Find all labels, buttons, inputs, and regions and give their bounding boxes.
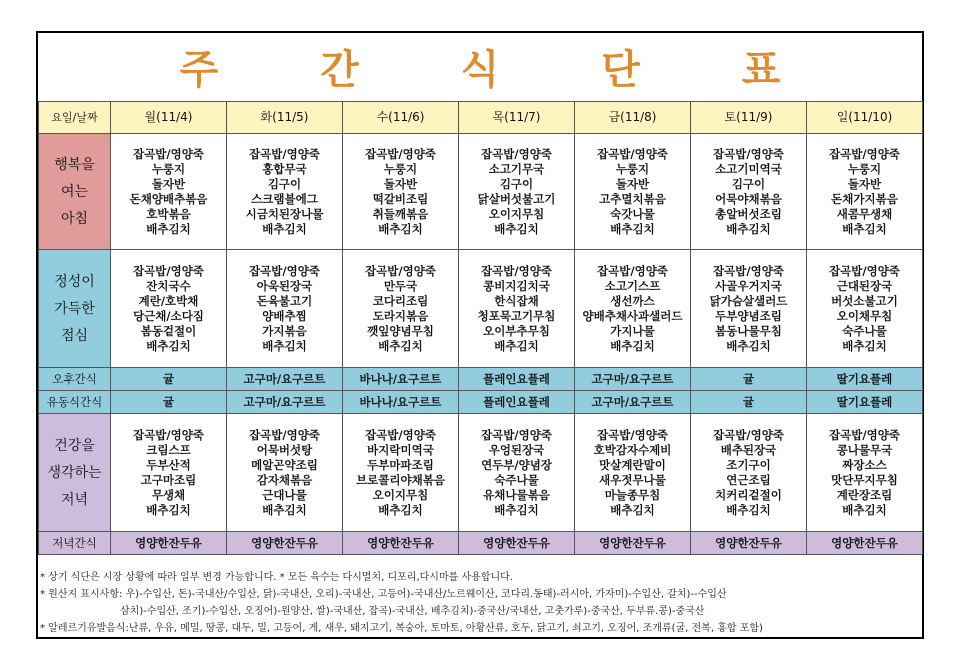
menu-item: 잡곡밥/영양죽 [829, 427, 900, 442]
menu-cell [575, 414, 691, 532]
menu-item: 근대나물 [262, 487, 307, 502]
menu-item: 떡갈비조림 [372, 191, 429, 206]
menu-item: 오이지무침 [488, 206, 545, 221]
menu-item: 오이지무침 [372, 487, 429, 502]
menu-item: 짜장소스 [842, 457, 887, 472]
menu-item: 배추김치 [378, 221, 423, 236]
menu-item: 잡곡밥/영양죽 [249, 427, 320, 442]
menu-item: 계란장조림 [836, 487, 893, 502]
menu-item: 오이채무침 [836, 308, 893, 323]
menu-item: 깻잎양념무침 [367, 323, 434, 338]
snack-cell: 플레인요플레 [459, 391, 575, 414]
menu-item: 돌자반 [383, 176, 418, 191]
menu-item: 두부마파조림 [367, 457, 434, 472]
day-header: 수(11/6) [343, 102, 459, 134]
header-row [39, 102, 923, 134]
menu-item: 잡곡밥/영양죽 [249, 146, 320, 161]
menu-item: 고구마조림 [140, 472, 197, 487]
menu-item: 시금치된장나물 [245, 206, 324, 221]
menu-item: 계란/호박채 [138, 293, 199, 308]
corner-label: 요일/날짜 [39, 102, 111, 134]
menu-cell [459, 134, 575, 250]
menu-item: 배추김치 [842, 502, 887, 517]
menu-item: 두부산적 [146, 457, 191, 472]
meal-label-line: 아침 [60, 210, 89, 227]
day-header: 화(11/5) [227, 102, 343, 134]
menu-item: 우엉된장국 [488, 442, 545, 457]
meal-label-line: 정성이 [54, 273, 95, 290]
meal-label-line: 저녁 [60, 491, 89, 508]
snack-cell: 고구마/요구르트 [575, 368, 691, 391]
snack-cell: 귤 [111, 391, 227, 414]
menu-item: 김구이 [267, 176, 302, 191]
menu-cell [227, 250, 343, 368]
menu-item: 새우젓무나물 [599, 472, 666, 487]
menu-item: 누룽지 [847, 161, 882, 176]
menu-item: 잡곡밥/영양죽 [481, 146, 552, 161]
evening-snack-row [39, 532, 923, 555]
menu-item: 누룽지 [615, 161, 650, 176]
menu-cell [227, 134, 343, 250]
menu-item: 맛단무지무침 [831, 472, 898, 487]
snack-cell: 귤 [111, 368, 227, 391]
menu-item: 근대된장국 [836, 278, 893, 293]
menu-item: 양배추채사과샐러드 [582, 308, 683, 323]
menu-item: 배추김치 [726, 338, 771, 353]
snack-label: 오후간식 [39, 368, 111, 391]
menu-item: 소고기무국 [488, 161, 545, 176]
menu-item: 고추멸치볶음 [599, 191, 666, 206]
menu-item: 잡곡밥/영양죽 [829, 263, 900, 278]
menu-item: 잡곡밥/영양죽 [133, 146, 204, 161]
snack-cell: 고구마/요구르트 [227, 391, 343, 414]
meal-label-line: 행복을 [54, 156, 95, 173]
menu-item: 사골우거지국 [715, 278, 782, 293]
menu-item: 닭살버섯불고기 [477, 191, 556, 206]
menu-item: 잡곡밥/영양죽 [365, 146, 436, 161]
menu-item: 가지나물 [610, 323, 655, 338]
menu-item: 조기구이 [726, 457, 771, 472]
menu-item: 호박볶음 [146, 206, 191, 221]
day-header: 금(11/8) [575, 102, 691, 134]
menu-item: 총알버섯조림 [715, 206, 782, 221]
menu-item: 콩비지김치국 [483, 278, 550, 293]
snack-cell: 바나나/요구르트 [343, 391, 459, 414]
meal-label-line: 가득한 [54, 300, 95, 317]
menu-item: 잡곡밥/영양죽 [365, 263, 436, 278]
menu-item: 잡곡밥/영양죽 [597, 263, 668, 278]
lunch-row [39, 250, 923, 368]
menu-item: 연근조림 [726, 472, 771, 487]
menu-item: 배추김치 [378, 338, 423, 353]
menu-item: 한식잡채 [494, 293, 539, 308]
menu-item: 크림스프 [146, 442, 191, 457]
snack-cell: 바나나/요구르트 [343, 368, 459, 391]
menu-item: 오이부추무침 [483, 323, 550, 338]
menu-cell [807, 414, 923, 532]
menu-item: 배추김치 [262, 502, 307, 517]
menu-item: 배추김치 [610, 221, 655, 236]
menu-item: 잡곡밥/영양죽 [481, 263, 552, 278]
snack-cell: 귤 [691, 368, 807, 391]
menu-item: 잡곡밥/영양죽 [133, 263, 204, 278]
menu-cell [691, 134, 807, 250]
menu-cell [343, 134, 459, 250]
menu-item: 잔치국수 [146, 278, 191, 293]
menu-item: 새콤무생채 [836, 206, 893, 221]
menu-item: 잡곡밥/영양죽 [249, 263, 320, 278]
menu-item: 치커리겉절이 [715, 487, 782, 502]
menu-item: 도라지볶음 [372, 308, 429, 323]
menu-item: 숙갓나물 [610, 206, 655, 221]
menu-item: 연두부/양념장 [481, 457, 552, 472]
menu-item: 맛살계란말이 [599, 457, 666, 472]
menu-item: 소고기스프 [604, 278, 661, 293]
weekly-menu-sheet [36, 31, 924, 639]
menu-item: 닭가슴살샐러드 [709, 293, 788, 308]
menu-item: 잡곡밥/영양죽 [829, 146, 900, 161]
menu-item: 유채나물볶음 [483, 487, 550, 502]
snack-cell: 영양한잔두유 [343, 532, 459, 555]
snack-cell: 귤 [691, 391, 807, 414]
menu-cell [691, 414, 807, 532]
note-line: * 알레르기유발음식:난류, 우유, 메밀, 땅콩, 대두, 밀, 고등어, 게, 새우, 돼지고기, 복숭아, 토마토, 아황산류, 호두, 닭고기, 쇠고기, 오징어, 조개류(굴, 전복, 홍합 포함) [40, 623, 763, 634]
breakfast-row [39, 134, 923, 250]
snack-cell: 영양한잔두유 [227, 532, 343, 555]
menu-cell [807, 134, 923, 250]
menu-cell [459, 414, 575, 532]
menu-item: 배추김치 [262, 338, 307, 353]
menu-item: 배추김치 [146, 338, 191, 353]
menu-item: 호박감자수제비 [593, 442, 672, 457]
menu-item: 돌자반 [615, 176, 650, 191]
afternoon-snack-row [39, 368, 923, 391]
menu-item: 아욱된장국 [256, 278, 313, 293]
menu-item: 어묵버섯탕 [256, 442, 313, 457]
meal-label-line: 건강을 [54, 437, 95, 454]
snack-cell: 영양한잔두유 [459, 532, 575, 555]
menu-item: 봄동나물무침 [715, 323, 782, 338]
meal-label [39, 134, 111, 250]
menu-cell [691, 250, 807, 368]
menu-item: 취들깨볶음 [372, 206, 429, 221]
menu-item: 메알곤약조림 [251, 457, 318, 472]
menu-item: 콩나물무국 [836, 442, 893, 457]
menu-cell [807, 250, 923, 368]
meal-label-line: 여는 [60, 183, 89, 200]
menu-item: 마늘종무침 [604, 487, 661, 502]
menu-cell [459, 250, 575, 368]
menu-table [38, 101, 923, 555]
notes [40, 569, 920, 637]
menu-item: 숙주나물 [494, 472, 539, 487]
snack-cell: 영양한잔두유 [575, 532, 691, 555]
snack-cell: 고구마/요구르트 [227, 368, 343, 391]
menu-item: 잡곡밥/영양죽 [133, 427, 204, 442]
menu-item: 배추김치 [726, 502, 771, 517]
snack-cell: 영양한잔두유 [111, 532, 227, 555]
snack-cell: 플레인요플레 [459, 368, 575, 391]
snack-cell: 딸기요플레 [807, 391, 923, 414]
menu-cell [343, 414, 459, 532]
menu-item: 소고기미역국 [715, 161, 782, 176]
menu-item: 스크램블에그 [251, 191, 318, 206]
menu-item: 배추김치 [146, 221, 191, 236]
snack-label: 유동식간식 [39, 391, 111, 414]
meal-label-line: 생각하는 [47, 464, 102, 481]
page-title: 주 간 식 단 표 [179, 46, 825, 93]
day-header: 토(11/9) [691, 102, 807, 134]
menu-item: 배추김치 [610, 502, 655, 517]
menu-item: 배추김치 [146, 502, 191, 517]
snack-cell: 고구마/요구르트 [575, 391, 691, 414]
menu-item: 배추김치 [726, 221, 771, 236]
menu-item: 배추김치 [842, 338, 887, 353]
note-line: * 원산지 표시사항: 우)-수입산, 돈)-국내산/수입산, 닭)-국내산, 오리)-국내산, 고등어)-국내산/노르웨이산, 코다리.동태)-러시아, 가자미)-수입산, 갈치)--수입산 [40, 589, 727, 600]
menu-item: 브로콜리야채볶음 [356, 472, 445, 487]
menu-item: 잡곡밥/영양죽 [713, 427, 784, 442]
menu-item: 가지볶음 [262, 323, 307, 338]
menu-item: 배추김치 [842, 221, 887, 236]
menu-item: 돈채가지볶음 [831, 191, 898, 206]
menu-cell [575, 134, 691, 250]
menu-item: 버섯소불고기 [831, 293, 898, 308]
menu-item: 잡곡밥/영양죽 [713, 146, 784, 161]
menu-item: 누룽지 [383, 161, 418, 176]
menu-item: 어묵야채볶음 [715, 191, 782, 206]
menu-item: 만두국 [383, 278, 418, 293]
snack-label: 저녁간식 [39, 532, 111, 555]
menu-item: 무생채 [151, 487, 186, 502]
menu-item: 배추김치 [610, 338, 655, 353]
snack-cell: 딸기요플레 [807, 368, 923, 391]
day-header: 월(11/4) [111, 102, 227, 134]
snack-cell: 영양한잔두유 [691, 532, 807, 555]
menu-item: 코다리조림 [372, 293, 429, 308]
menu-item: 바지락미역국 [367, 442, 434, 457]
meal-label [39, 414, 111, 532]
snack-cell: 영양한잔두유 [807, 532, 923, 555]
menu-item: 봄동겉절이 [140, 323, 197, 338]
fluid-snack-row [39, 391, 923, 414]
day-header: 일(11/10) [807, 102, 923, 134]
menu-item: 돈채양배추볶음 [129, 191, 208, 206]
menu-item: 돌자반 [151, 176, 186, 191]
menu-item: 잡곡밥/영양죽 [713, 263, 784, 278]
menu-item: 잡곡밥/영양죽 [365, 427, 436, 442]
menu-item: 두부양념조림 [715, 308, 782, 323]
menu-item: 생선까스 [610, 293, 655, 308]
menu-item: 배추김치 [494, 338, 539, 353]
menu-item: 당근채/소다짐 [133, 308, 204, 323]
menu-item: 배추김치 [494, 502, 539, 517]
menu-cell [227, 414, 343, 532]
menu-item: 김구이 [731, 176, 766, 191]
menu-cell [111, 414, 227, 532]
menu-cell [111, 134, 227, 250]
menu-item: 잡곡밥/영양죽 [597, 427, 668, 442]
menu-item: 돈육불고기 [256, 293, 313, 308]
menu-item: 잡곡밥/영양죽 [597, 146, 668, 161]
menu-cell [111, 250, 227, 368]
menu-item: 김구이 [499, 176, 534, 191]
menu-item: 감자채볶음 [256, 472, 313, 487]
note-line: * 상기 식단은 시장 상황에 따라 일부 변경 가능합니다. * 모든 육수는 다시멸치, 디포리,다시마를 사용합니다. [40, 572, 513, 583]
day-header: 목(11/7) [459, 102, 575, 134]
menu-item: 배추김치 [378, 502, 423, 517]
dinner-row [39, 414, 923, 532]
menu-item: 돌자반 [847, 176, 882, 191]
menu-item: 홍합무국 [262, 161, 307, 176]
meal-label [39, 250, 111, 368]
menu-item: 배추김치 [262, 221, 307, 236]
menu-item: 배추김치 [494, 221, 539, 236]
menu-cell [575, 250, 691, 368]
note-line: 삼치)-수입산, 조기)-수입산, 오징어)-원양산, 쌀)-국내산, 잡곡)-국내산, 배추김치)-중국산/국내산, 고춧가루)-중국산, 두부류.콩)-중국산 [120, 606, 705, 617]
menu-item: 청포묵고기무침 [477, 308, 556, 323]
menu-cell [343, 250, 459, 368]
meal-label-line: 점심 [60, 327, 89, 344]
menu-item: 양배추찜 [262, 308, 307, 323]
menu-item: 숙주나물 [842, 323, 887, 338]
menu-item: 배추된장국 [720, 442, 777, 457]
menu-item: 잡곡밥/영양죽 [481, 427, 552, 442]
menu-item: 누룽지 [151, 161, 186, 176]
